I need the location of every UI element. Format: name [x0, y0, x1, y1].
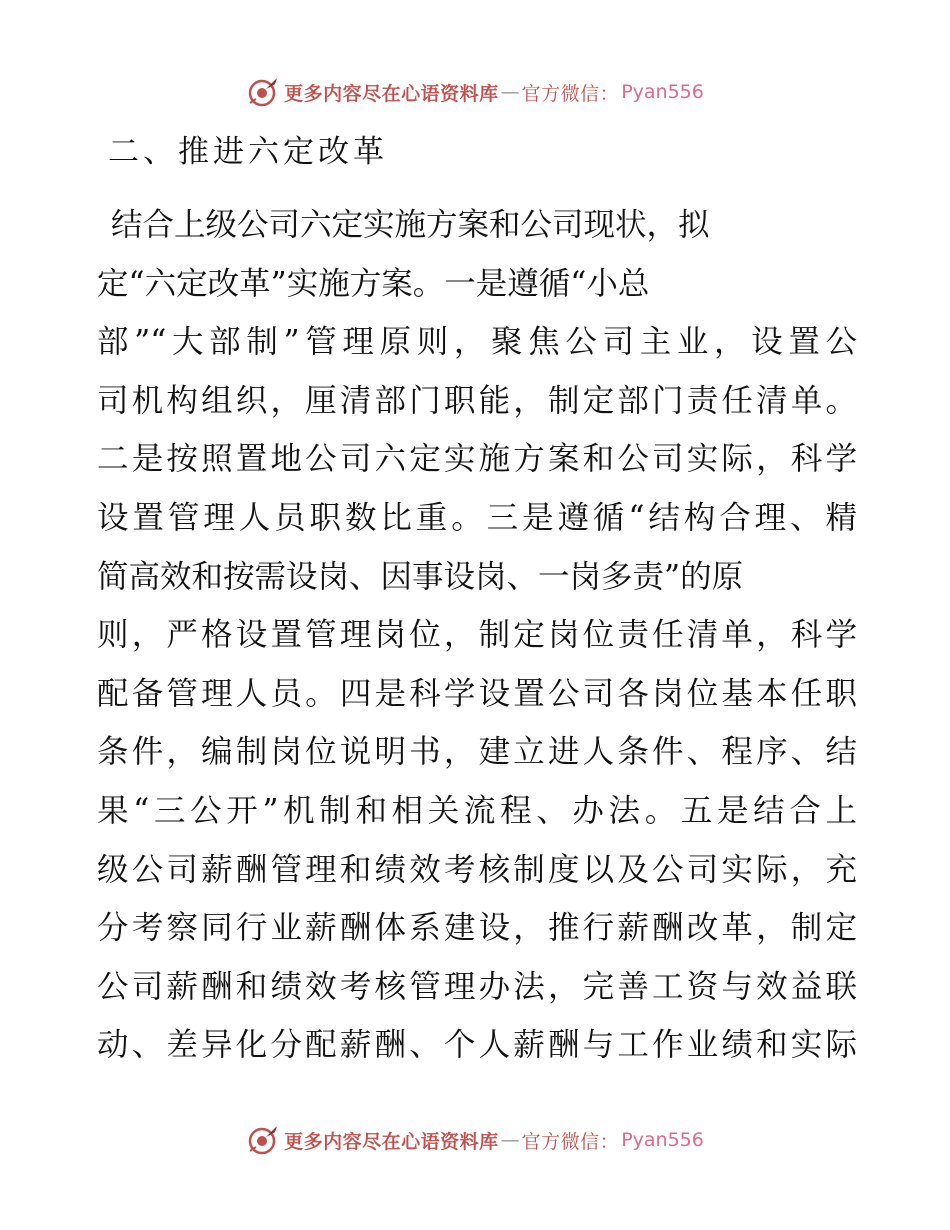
- paragraph-line: 级公司薪酬管理和绩效考核制度以及公司实际，充: [97, 851, 857, 888]
- watermark-separator: —: [500, 1129, 520, 1151]
- watermark-separator: —: [500, 81, 520, 103]
- paragraph-line: 动、差异化分配薪酬、个人薪酬与工作业绩和实际: [97, 1027, 857, 1064]
- paragraph-line: 公司薪酬和绩效考核管理办法，完善工资与效益联: [97, 968, 857, 1005]
- paragraph-line: 果“三公开”机制和相关流程、办法。五是结合上: [97, 792, 857, 829]
- paragraph-line: 结合上级公司六定实施方案和公司现状，拟: [111, 207, 710, 243]
- quill-logo-icon: [246, 1123, 280, 1157]
- header-watermark: [0, 72, 950, 112]
- watermark-wechat-id: Pyan556: [621, 1129, 704, 1151]
- body-paragraph: [97, 196, 857, 1075]
- watermark-label: 官方微信：: [521, 82, 620, 105]
- section-heading: 二、推进六定改革: [108, 134, 388, 170]
- paragraph-line: 简高效和按需设岗、因事设岗、一岗多责”的原: [97, 558, 744, 595]
- paragraph-line: 配备管理人员。四是科学设置公司各岗位基本任职: [97, 675, 857, 712]
- paragraph-line: 定“六定改革”实施方案。一是遵循“小总: [97, 265, 650, 302]
- paragraph-line: 则，严格设置管理岗位，制定岗位责任清单，科学: [97, 617, 857, 654]
- paragraph-line: 二是按照置地公司六定实施方案和公司实际，科学: [97, 441, 857, 478]
- watermark-text: 更多内容尽在心语资料库: [284, 82, 499, 105]
- paragraph-line: 司机构组织，厘清部门职能，制定部门责任清单。: [97, 382, 857, 419]
- footer-watermark: [0, 1120, 950, 1160]
- paragraph-line: 部”“大部制”管理原则，聚焦公司主业，设置公: [97, 324, 857, 361]
- quill-logo-icon: [246, 75, 280, 109]
- paragraph-line: 设置管理人员职数比重。三是遵循“结构合理、精: [97, 499, 857, 536]
- paragraph-line: 分考察同行业薪酬体系建设，推行薪酬改革，制定: [97, 910, 857, 947]
- watermark-label: 官方微信：: [521, 1130, 620, 1153]
- watermark-text: 更多内容尽在心语资料库: [284, 1130, 499, 1153]
- paragraph-line: 条件，编制岗位说明书，建立进人条件、程序、结: [97, 734, 857, 771]
- watermark-wechat-id: Pyan556: [621, 81, 704, 103]
